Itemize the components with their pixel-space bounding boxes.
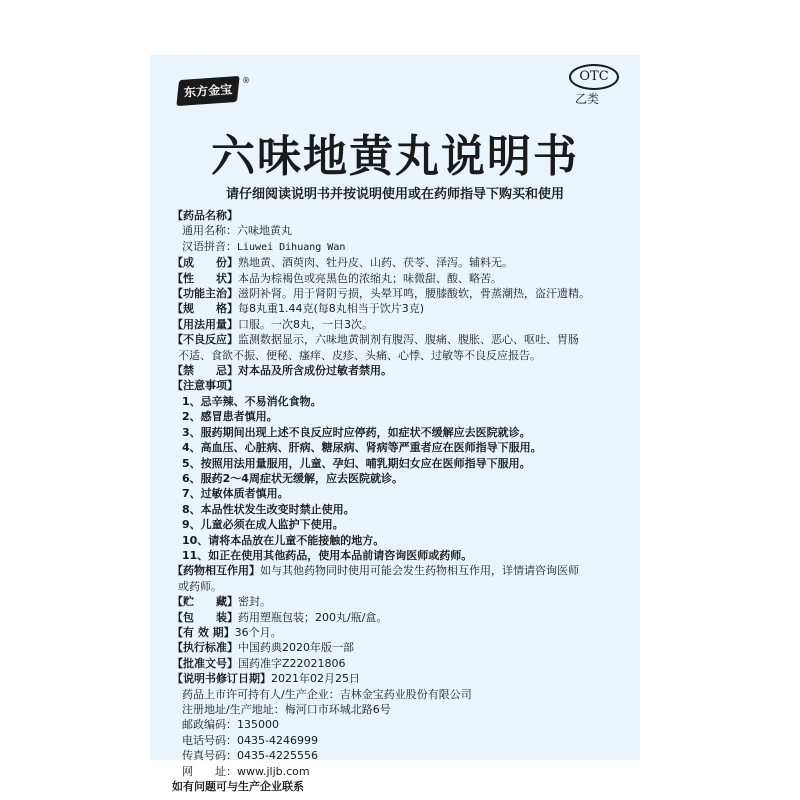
precaution-item: 10、请将本品放在儿童不能接触的地方。 [182,533,385,547]
pinyin-label: 汉语拼音： [182,239,237,253]
address-row [172,702,632,717]
specification-row [172,301,632,316]
registered-mark-icon: ® [242,76,250,85]
website-value: www.jljb.com [237,764,310,778]
address-label: 注册地址/生产地址： [182,703,285,716]
precaution-item: 6、服药2～4周症状无缓解，应去医院就诊。 [182,471,403,485]
precautions-header: 【注意事项】 [172,379,238,393]
interactions-row [172,563,632,578]
adverse-line2: 不适、食欲不振、便秘、瘙痒、皮疹、头痛、心悸、过敏等不良反应报告。 [178,348,541,362]
revision-value: 2021年02月25日 [271,672,360,686]
description-row [172,271,632,286]
validity-label: 【有 效 期】 [172,625,235,639]
otc-badge: OTC [569,64,619,90]
dosage-value: 口服。一次8丸，一日3次。 [238,317,373,331]
adverse-row-cont [172,348,632,363]
precaution-item: 1、忌辛辣、不易消化食物。 [182,394,322,408]
package-label: 【包 装】 [172,610,238,624]
document-title: 六味地黄丸说明书 [211,131,579,182]
pinyin-row [172,239,632,255]
description-value: 本品为棕褐色或亮黑色的浓缩丸；味微甜、酸、略苦。 [238,271,502,285]
holder-label: 药品上市许可持有人/生产企业： [182,687,340,701]
approval-value: 国药准字Z22021806 [238,656,346,670]
revision-label: 【说明书修订日期】 [172,672,271,686]
indications-value: 滋阴补肾。用于肾阴亏损，头晕耳鸣，腰膝酸软，骨蒸潮热，盗汗遗精。 [238,287,590,301]
otc-class: 乙类 [575,92,600,106]
indications-row [172,286,632,301]
contraindication-label: 【禁 忌】 [172,364,238,378]
document-subtitle: 请仔细阅读说明书并按说明使用或在药师指导下购买和使用 [225,187,564,202]
interactions-row-cont [172,579,632,594]
specification-label: 【规 格】 [172,302,238,316]
footer-note: 如有问题可与生产企业联系 [172,780,304,794]
fax-label: 传真号码： [182,749,237,763]
validity-row [172,625,632,640]
standard-label: 【执行标准】 [172,641,238,655]
indications-label: 【功能主治】 [172,287,238,301]
interactions-line1: 如与其他药物同时使用可能会发生药物相互作用，详情请咨询医师 [260,564,579,578]
phone-row [172,733,632,748]
phone-value: 0435-4246999 [237,733,318,747]
pinyin-value: Liuwei Dihuang Wan [237,241,346,253]
standard-row [172,640,632,655]
postcode-value: 135000 [237,718,279,732]
specification-value: 每8丸重1.44克(每8丸相当于饮片3克) [238,302,425,316]
postcode-row [172,717,632,732]
storage-label: 【贮 藏】 [172,595,238,609]
dosage-label: 【用法用量】 [172,317,238,331]
generic-name-label: 通用名称： [182,224,237,238]
website-row [172,764,632,779]
holder-value: 吉林金宝药业股份有限公司 [339,687,472,701]
composition-label: 【成 份】 [172,256,238,270]
composition-row [172,255,632,270]
logo-text: 东方金宝 [183,82,233,100]
validity-value: 36个月。 [234,625,282,639]
contraindication-row [172,363,632,378]
phone-label: 电话号码： [182,733,237,747]
revision-row [172,671,632,686]
fax-value: 0435-4225556 [237,749,318,763]
address-value: 梅河口市环城北路6号 [284,703,391,716]
fax-row [172,748,632,763]
contraindication-value: 对本品及所含成份过敏者禁用。 [238,364,392,378]
website-label: 网 址： [182,764,237,778]
postcode-label: 邮政编码： [182,718,237,732]
precaution-item: 9、儿童必须在成人监护下使用。 [182,518,344,532]
package-row [172,610,632,625]
holder-row [172,687,632,702]
interactions-line2: 或药师。 [178,579,222,593]
package-value: 药用塑瓶包装；200丸/瓶/盒。 [238,610,388,624]
storage-value: 密封。 [238,595,271,609]
precaution-item: 11、如正在使用其他药品，使用本品前请咨询医师或药师。 [182,548,473,562]
precaution-item: 5、按照用法用量服用，儿童、孕妇、哺乳期妇女应在医师指导下服用。 [182,456,531,470]
dosage-row [172,317,632,332]
adverse-row [172,332,632,347]
description-label: 【性 状】 [172,271,238,285]
precaution-item: 2、感冒患者慎用。 [182,410,278,424]
drug-name-header: 【药品名称】 [172,209,238,222]
adverse-label: 【不良反应】 [172,333,238,347]
standard-value: 中国药典2020年版一部 [238,641,354,655]
composition-value: 熟地黄、酒萸肉、牡丹皮、山药、茯苓、泽泻。辅料无。 [238,256,513,270]
brand-logo [176,76,239,106]
generic-name-row [172,223,632,238]
precaution-item: 8、本品性状发生改变时禁止使用。 [182,502,355,516]
precaution-item: 3、服药期间出现上述不良反应时应停药，如症状不缓解应去医院就诊。 [182,425,531,439]
precaution-item: 4、高血压、心脏病、肝病、糖尿病、肾病等严重者应在医师指导下服用。 [182,441,542,455]
adverse-line1: 监测数据显示，六味地黄制剂有腹泻、腹痛、腹胀、恶心、呕吐、胃肠 [238,333,579,347]
precaution-item: 7、过敏体质者慎用。 [182,487,289,501]
approval-row [172,656,632,671]
interactions-label: 【药物相互作用】 [172,564,260,578]
storage-row [172,594,632,609]
generic-name-value: 六味地黄丸 [237,224,292,238]
approval-label: 【批准文号】 [172,656,238,670]
leaflet-body [172,208,632,794]
